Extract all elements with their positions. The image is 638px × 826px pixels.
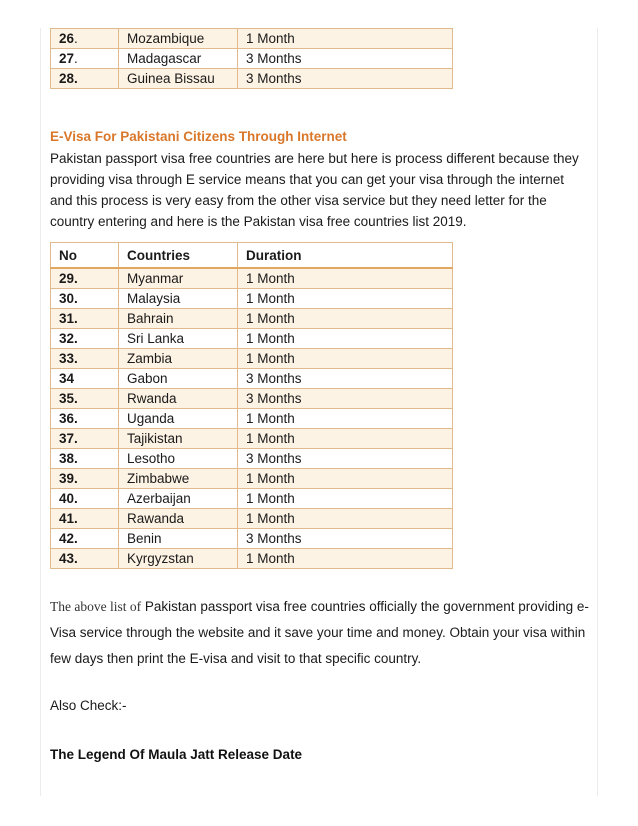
table-row bbox=[51, 309, 453, 329]
cell-country: Zimbabwe bbox=[119, 469, 238, 489]
cell-duration: 1 Month bbox=[238, 329, 453, 349]
table-row bbox=[51, 549, 453, 569]
header-no: No bbox=[51, 243, 119, 269]
row-number: 36. bbox=[59, 411, 78, 426]
row-number: 40. bbox=[59, 491, 78, 506]
cell-no bbox=[51, 289, 119, 309]
row-number: 35. bbox=[59, 391, 78, 406]
row-number: 28. bbox=[59, 71, 78, 86]
cell-duration: 3 Months bbox=[238, 49, 453, 69]
intro-paragraph: Pakistan passport visa free countries are here but here is process different because they providing visa through E service means that you can get your visa through the internet and this process is very easy from the other visa service but they need letter for the country entering and here is the Pakistan visa free countries list 2019. bbox=[50, 151, 579, 229]
row-number: 38. bbox=[59, 451, 78, 466]
cell-duration: 3 Months bbox=[238, 69, 453, 89]
cell-country: Malaysia bbox=[119, 289, 238, 309]
cell-country: Lesotho bbox=[119, 449, 238, 469]
cell-no bbox=[51, 429, 119, 449]
cell-country: Kyrgyzstan bbox=[119, 549, 238, 569]
row-number: 42. bbox=[59, 531, 78, 546]
row-number-dot: . bbox=[74, 31, 78, 46]
row-number: 43. bbox=[59, 551, 78, 566]
cell-no bbox=[51, 69, 119, 89]
cell-country: Benin bbox=[119, 529, 238, 549]
cell-duration: 1 Month bbox=[238, 509, 453, 529]
table-row bbox=[51, 49, 453, 69]
table-row bbox=[51, 369, 453, 389]
cell-country: Mozambique bbox=[119, 29, 238, 49]
cell-country: Sri Lanka bbox=[119, 329, 238, 349]
table-row bbox=[51, 409, 453, 429]
cell-duration: 1 Month bbox=[238, 469, 453, 489]
closing-text: Pakistan passport visa free countries officially the government providing e-Visa service through the website and it save your time and money. Obtain your visa within few days then print the E-visa and visit to that specific country. bbox=[50, 599, 589, 666]
row-number: 31. bbox=[59, 311, 78, 326]
table-row bbox=[51, 389, 453, 409]
table-header-row bbox=[51, 243, 453, 269]
header-countries: Countries bbox=[119, 243, 238, 269]
cell-no bbox=[51, 49, 119, 69]
row-number: 37. bbox=[59, 431, 78, 446]
visa-table-continued bbox=[50, 28, 453, 89]
cell-no bbox=[51, 349, 119, 369]
row-number: 33. bbox=[59, 351, 78, 366]
cell-no bbox=[51, 268, 119, 289]
cell-country: Zambia bbox=[119, 349, 238, 369]
cell-duration: 1 Month bbox=[238, 349, 453, 369]
table-row bbox=[51, 289, 453, 309]
row-number: 32. bbox=[59, 331, 78, 346]
table-row bbox=[51, 509, 453, 529]
cell-no bbox=[51, 389, 119, 409]
cell-no bbox=[51, 509, 119, 529]
cell-no bbox=[51, 29, 119, 49]
cell-duration: 1 Month bbox=[238, 289, 453, 309]
cell-no bbox=[51, 309, 119, 329]
cell-country: Myanmar bbox=[119, 268, 238, 289]
cell-duration: 1 Month bbox=[238, 29, 453, 49]
cell-country: Bahrain bbox=[119, 309, 238, 329]
cell-duration: 1 Month bbox=[238, 489, 453, 509]
row-number: 27 bbox=[59, 51, 75, 66]
cell-no bbox=[51, 489, 119, 509]
table-row bbox=[51, 329, 453, 349]
cell-duration: 3 Months bbox=[238, 369, 453, 389]
cell-duration: 3 Months bbox=[238, 449, 453, 469]
row-number-dot: . bbox=[74, 51, 78, 66]
also-check-label: Also Check:- bbox=[50, 698, 127, 713]
cell-duration: 1 Month bbox=[238, 429, 453, 449]
cell-no bbox=[51, 329, 119, 349]
closing-paragraph bbox=[50, 594, 590, 672]
row-number: 26 bbox=[59, 31, 75, 46]
table-row bbox=[51, 449, 453, 469]
cell-duration: 3 Months bbox=[238, 529, 453, 549]
table-row bbox=[51, 529, 453, 549]
table-row bbox=[51, 268, 453, 289]
cell-no bbox=[51, 469, 119, 489]
table-row bbox=[51, 69, 453, 89]
row-number: 29. bbox=[59, 271, 78, 286]
cell-no bbox=[51, 529, 119, 549]
cell-duration: 1 Month bbox=[238, 309, 453, 329]
table-row bbox=[51, 469, 453, 489]
cell-country: Guinea Bissau bbox=[119, 69, 238, 89]
cell-no bbox=[51, 369, 119, 389]
table-row bbox=[51, 489, 453, 509]
table-row bbox=[51, 349, 453, 369]
table-row bbox=[51, 29, 453, 49]
cell-no bbox=[51, 549, 119, 569]
cell-duration: 1 Month bbox=[238, 409, 453, 429]
cell-duration: 3 Months bbox=[238, 389, 453, 409]
cell-country: Azerbaijan bbox=[119, 489, 238, 509]
cell-country: Rwanda bbox=[119, 389, 238, 409]
cell-country: Tajikistan bbox=[119, 429, 238, 449]
cell-country: Gabon bbox=[119, 369, 238, 389]
visa-table bbox=[50, 242, 453, 569]
related-article-link[interactable]: The Legend Of Maula Jatt Release Date bbox=[50, 747, 303, 762]
closing-lead: The above list of bbox=[50, 599, 142, 614]
cell-country: Uganda bbox=[119, 409, 238, 429]
cell-no bbox=[51, 449, 119, 469]
cell-duration: 1 Month bbox=[238, 268, 453, 289]
row-number: 30. bbox=[59, 291, 78, 306]
cell-duration: 1 Month bbox=[238, 549, 453, 569]
table-row bbox=[51, 429, 453, 449]
cell-no bbox=[51, 409, 119, 429]
row-number: 41. bbox=[59, 511, 78, 526]
header-duration: Duration bbox=[238, 243, 453, 269]
cell-country: Madagascar bbox=[119, 49, 238, 69]
row-number: 39. bbox=[59, 471, 78, 486]
section-heading: E-Visa For Pakistani Citizens Through Internet bbox=[50, 129, 347, 144]
cell-country: Rawanda bbox=[119, 509, 238, 529]
row-number: 34 bbox=[59, 371, 75, 386]
